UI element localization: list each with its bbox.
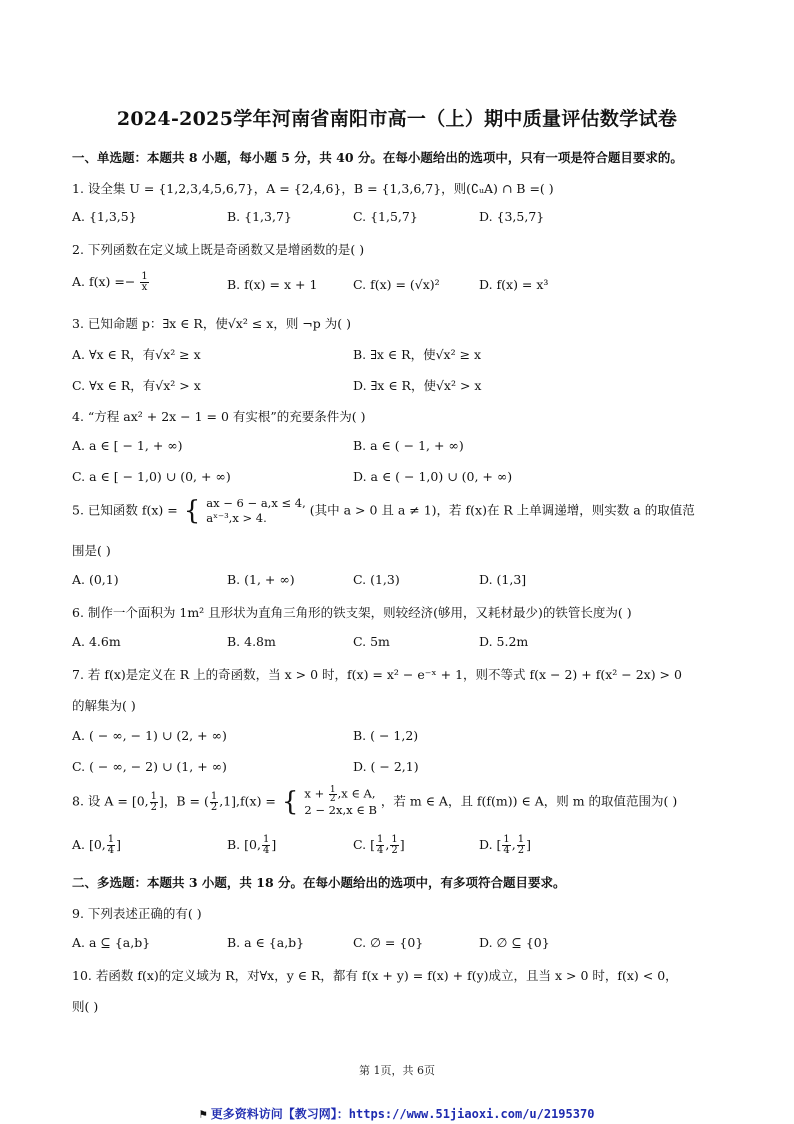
q5-option-b: B. (1, + ∞) [227,572,295,587]
q7-stem-continued: 的解集为( ) [72,698,136,713]
q7-option-d: D. ( − 2,1) [353,759,419,774]
flag-icon: ⚑ [199,1107,207,1121]
q9-stem: 9. 下列表述正确的有( ) [72,906,202,921]
q5-option-d: D. (1,3] [479,572,527,587]
q5-stem-prefix: 5. 已知函数 f(x) = [72,502,178,518]
q4-option-a: A. a ∈ [ − 1, + ∞) [72,438,183,453]
left-brace-icon: { [183,496,201,526]
q2-option-d: D. f(x) = x³ [479,277,549,292]
q8-option-a: A. [0, $\frac{1}{4}$ ] [72,834,122,856]
q5-case-2: aˣ⁻³,x > 4. [206,511,267,525]
q5-option-c: C. (1,3) [353,572,400,587]
q8-function-prefix: ,1],f(x) = [219,793,276,809]
q9-option-b: B. a ∈ {a,b} [227,935,305,950]
q1-option-c: C. {1,5,7} [353,209,418,224]
q8-set-a-prefix: 8. 设 A = [0, [72,793,149,809]
fraction-one-half: $\frac{1}{2}$ [329,785,336,804]
q6-option-b: B. 4.8m [227,634,276,649]
q8-option-d: D. [ $\frac{1}{4}$ , $\frac{1}{2}$ ] [479,834,532,856]
q1-stem: 1. 设全集 U = {1,2,3,4,5,6,7}，A = {2,4,6}，B = {1,3,6,7}，则(∁ᵤA) ∩ B =( ) [72,181,554,196]
q8-stem [72,786,677,818]
q1-option-a: A. {1,3,5} [72,209,137,224]
q7-option-a: A. ( − ∞, − 1) ∪ (2, + ∞) [72,728,227,743]
q2-option-c: C. f(x) = (√x)² [353,277,440,292]
q5-stem-suffix: (其中 a > 0 且 a ≠ 1)，若 f(x)在 R 上单调递增，则实数 a 的取值范 [309,502,695,518]
left-brace-icon: { [281,787,299,817]
q9-option-c: C. ∅ = {0} [353,935,424,950]
q9-option-d: D. ∅ ⊆ {0} [479,935,550,950]
q3-option-b: B. ∃x ∈ R，使√x² ≥ x [353,347,482,362]
q2-option-a-prefix: A. f(x) =− [72,274,136,289]
q2-stem: 2. 下列函数在定义域上既是奇函数又是增函数的是( ) [72,242,365,257]
page-number: 第 1页，共 6页 [359,1064,435,1077]
q8-stem-suffix: ，若 m ∈ A，且 f(f(m)) ∈ A，则 m 的取值范围为( ) [380,793,678,809]
q6-stem: 6. 制作一个面积为 1m² 且形状为直角三角形的铁支架，则较经济(够用，又耗材最少)的铁管长度为( ) [72,605,632,620]
q8-piecewise-cases [304,786,376,818]
q8-option-c: C. [ $\frac{1}{4}$ , $\frac{1}{2}$ ] [353,834,405,856]
q10-stem-continued: 则( ) [72,999,99,1014]
q7-option-b: B. ( − 1,2) [353,728,419,743]
q2-option-a [72,272,150,293]
resource-link-text[interactable]: 更多资料访问【教习网】：https://www.51jiaoxi.com/u/2195370 [210,1107,595,1121]
q5-piecewise-cases [206,496,305,526]
q5-case-1: ax − 6 − a,x ≤ 4, [206,496,306,510]
fraction-numerator: 1 [141,271,148,282]
q6-option-d: D. 5.2m [479,634,529,649]
q10-stem: 10. 若函数 f(x)的定义域为 R，对∀x，y ∈ R，都有 f(x + y) = f(x) + f(y)成立，且当 x > 0 时，f(x) < 0， [72,968,678,983]
q4-option-b: B. a ∈ ( − 1, + ∞) [353,438,464,453]
fraction-one-fourth: $\frac{1}{4}$ [262,834,270,856]
q2-option-b: B. f(x) = x + 1 [227,277,318,292]
q8-set-b-prefix: ]，B = ( [159,793,209,809]
q1-option-d: D. {3,5,7} [479,209,545,224]
q5-stem [72,496,695,526]
fraction-one-half: $\frac{1}{2}$ [150,790,157,813]
q6-option-c: C. 5m [353,634,390,649]
fraction-one-half: $\frac{1}{2}$ [391,834,398,856]
q4-option-d: D. a ∈ ( − 1,0) ∪ (0, + ∞) [353,469,513,484]
q5-option-a: A. (0,1) [72,572,119,587]
q4-stem: 4. “方程 ax² + 2x − 1 = 0 有实根”的充要条件为( ) [72,409,366,424]
fraction-one-fourth: $\frac{1}{4}$ [376,834,384,856]
q2-option-a-fraction [140,272,148,293]
fraction-one-fourth: $\frac{1}{4}$ [107,834,115,856]
q6-option-a: A. 4.6m [72,634,121,649]
q5-stem-continued: 围是( ) [72,543,111,558]
section-multiple-choice-header: 二、多选题：本题共 3 小题，共 18 分。在每小题给出的选项中，有多项符合题目要求。 [72,875,566,890]
page-title: 2024-2025学年河南省南阳市高一（上）期中质量评估数学试卷 [116,108,678,130]
q8-case-2: 2 − 2x,x ∈ B [304,803,377,817]
q7-stem: 7. 若 f(x)是定义在 R 上的奇函数，当 x > 0 时，f(x) = x² − e⁻ˣ + 1，则不等式 f(x − 2) + f(x² − 2x) > 0 [72,667,682,682]
q3-option-c: C. ∀x ∈ R，有√x² > x [72,378,201,393]
q1-option-b: B. {1,3,7} [227,209,292,224]
fraction-one-half: $\frac{1}{2}$ [517,834,525,856]
q7-option-c: C. ( − ∞, − 2) ∪ (1, + ∞) [72,759,227,774]
fraction-one-half: $\frac{1}{2}$ [210,790,218,813]
q9-option-a: A. a ⊆ {a,b} [72,935,151,950]
q3-option-a: A. ∀x ∈ R，有√x² ≥ x [72,347,201,362]
q8-case-1: x + $\frac{1}{2}$ ,x ∈ A, [304,785,376,804]
fraction-one-fourth: $\frac{1}{4}$ [503,834,510,856]
resource-link-banner[interactable] [0,1105,794,1122]
fraction-denominator: x [141,282,148,293]
q4-option-c: C. a ∈ [ − 1,0) ∪ (0, + ∞) [72,469,231,484]
section-single-choice-header: 一、单选题：本题共 8 小题，每小题 5 分，共 40 分。在每小题给出的选项中，只有一项是符合题目要求的。 [72,150,683,165]
q8-option-b: B. [0, $\frac{1}{4}$ ] [227,834,277,856]
q3-stem: 3. 已知命题 p：∃x ∈ R，使√x² ≤ x，则 ¬p 为( ) [72,316,351,331]
q3-option-d: D. ∃x ∈ R，使√x² > x [353,378,482,393]
